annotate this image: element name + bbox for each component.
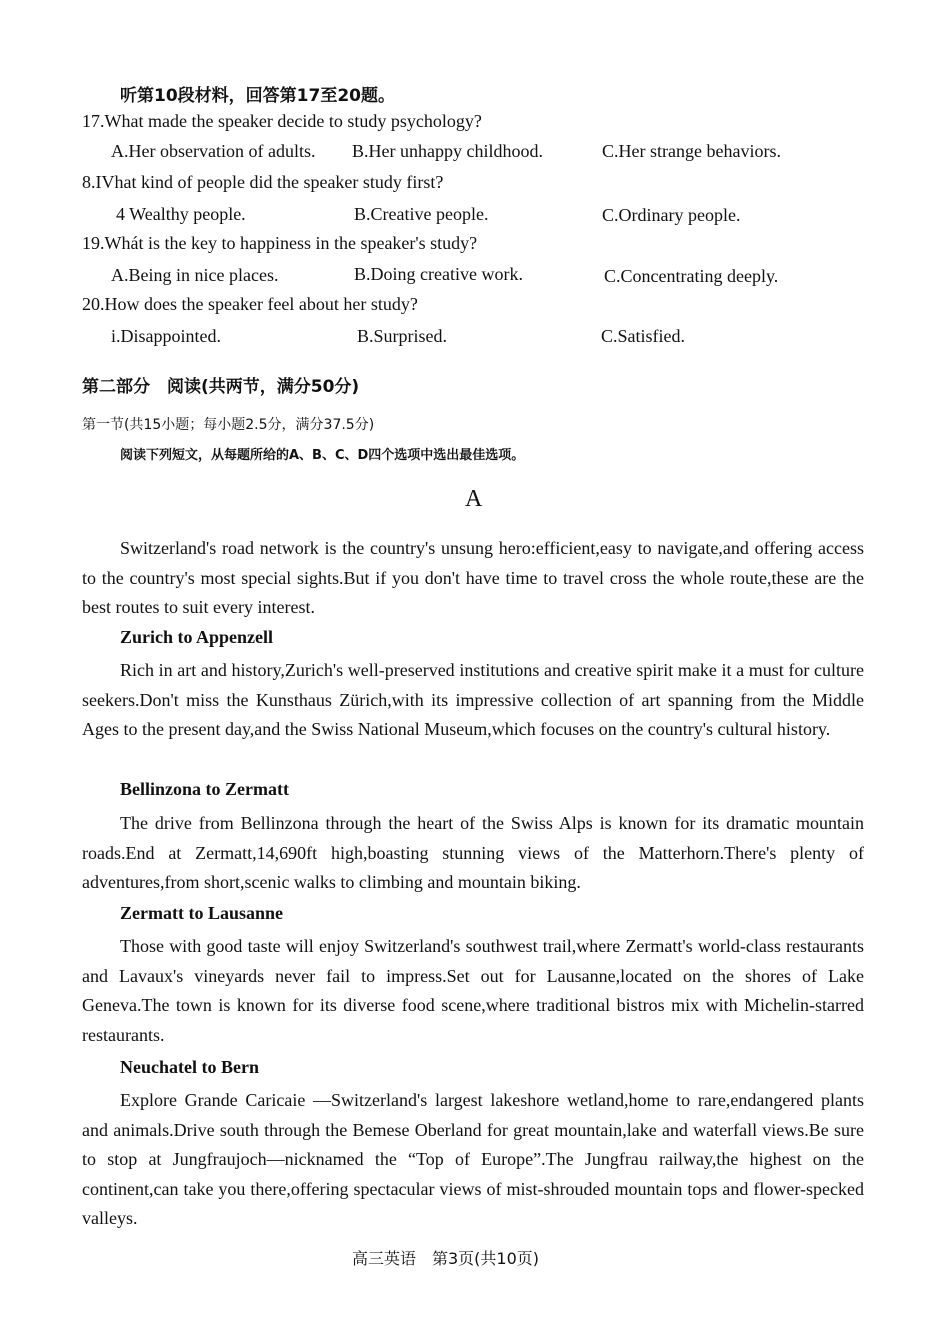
question-19-option-b: B.Doing creative work. xyxy=(354,264,523,284)
question-19-option-a: A.Being in nice places. xyxy=(111,265,279,285)
reading-section-title: 第一节(共15小题；每小题2.5分，满分37.5分) xyxy=(82,417,375,433)
listening-instruction: 听第10段材料，回答第17至20题。 xyxy=(120,86,395,106)
route-heading-neuchatel-bern: Neuchatel to Bern xyxy=(120,1057,259,1077)
question-19-option-c: C.Concentrating deeply. xyxy=(604,266,779,286)
question-17-option-c: C.Her strange behaviors. xyxy=(602,141,781,161)
question-17-option-a: A.Her observation of adults. xyxy=(111,141,316,161)
question-19-stem: 19.Whát is the key to happiness in the speaker's study? xyxy=(82,233,478,253)
question-20-option-c: C.Satisfied. xyxy=(601,326,685,346)
route-heading-zermatt-lausanne: Zermatt to Lausanne xyxy=(120,903,283,923)
route-text-bellinzona-zermatt: The drive from Bellinzona through the heart of the Swiss Alps is known for its dramatic mountain roads.End at Zermatt,14,690ft high,boasting stunning views of the Matterhorn.There's plenty of adventures,from short,scenic walks to climbing and mountain biking. xyxy=(82,813,864,892)
passage-intro: Switzerland's road network is the country's unsung hero:efficient,easy to navigate,and offering access to the country's most special sights.But if you don't have time to travel cross the whole route,these are the best routes to suit every interest. xyxy=(82,538,864,617)
question-17-stem: 17.What made the speaker decide to study psychology? xyxy=(82,111,482,131)
question-17-option-b: B.Her unhappy childhood. xyxy=(352,141,543,161)
route-heading-zurich-appenzell: Zurich to Appenzell xyxy=(120,627,274,647)
route-heading-bellinzona-zermatt: Bellinzona to Zermatt xyxy=(120,779,289,799)
question-18-option-c: C.Ordinary people. xyxy=(602,205,741,225)
route-text-zermatt-lausanne: Those with good taste will enjoy Switzerland's southwest trail,where Zermatt's world-class restaurants and Lavaux's vineyards never fail to impress.Set out for Lausanne,located on the shores of Lake Geneva.The town is known for its diverse food scene,where traditional bistros mix with Michelin-starred restaurants. xyxy=(82,936,864,1045)
question-20-stem: 20.How does the speaker feel about her study? xyxy=(82,294,418,314)
question-18-stem: 8.IVhat kind of people did the speaker study first? xyxy=(82,172,444,192)
question-18-option-b: B.Creative people. xyxy=(354,204,489,224)
route-text-zurich-appenzell: Rich in art and history,Zurich's well-preserved institutions and creative spirit make it a must for culture seekers.Don't miss the Kunsthaus Zürich,with its impressive collection of art spanning from the Middle Ages to the present day,and the Swiss National Museum,which focuses on the country's cultural history. xyxy=(82,660,864,739)
question-20-option-b: B.Surprised. xyxy=(357,326,447,346)
page-footer: 高三英语 第3页(共10页) xyxy=(352,1249,540,1268)
question-18-option-a: 4 Wealthy people. xyxy=(116,204,246,224)
reading-directions: 阅读下列短文，从每题所给的A、B、C、D四个选项中选出最佳选项。 xyxy=(120,448,525,463)
reading-part-title: 第二部分 阅读(共两节，满分50分) xyxy=(82,377,360,397)
route-text-neuchatel-bern: Explore Grande Caricaie —Switzerland's largest lakeshore wetland,home to rare,endangered plants and animals.Drive south through the Bemese Oberland for great mountain,lake and waterfall views.Be sure to stop at Jungfraujoch—nicknamed the “Top of Europe”.The Jungfrau railway,the highest on the continent,can take you there,offering spectacular views of mist-shrouded mountain tops and flower-specked valleys. xyxy=(82,1090,864,1228)
question-20-option-a: i.Disappointed. xyxy=(111,326,221,346)
passage-label: A xyxy=(465,486,483,512)
